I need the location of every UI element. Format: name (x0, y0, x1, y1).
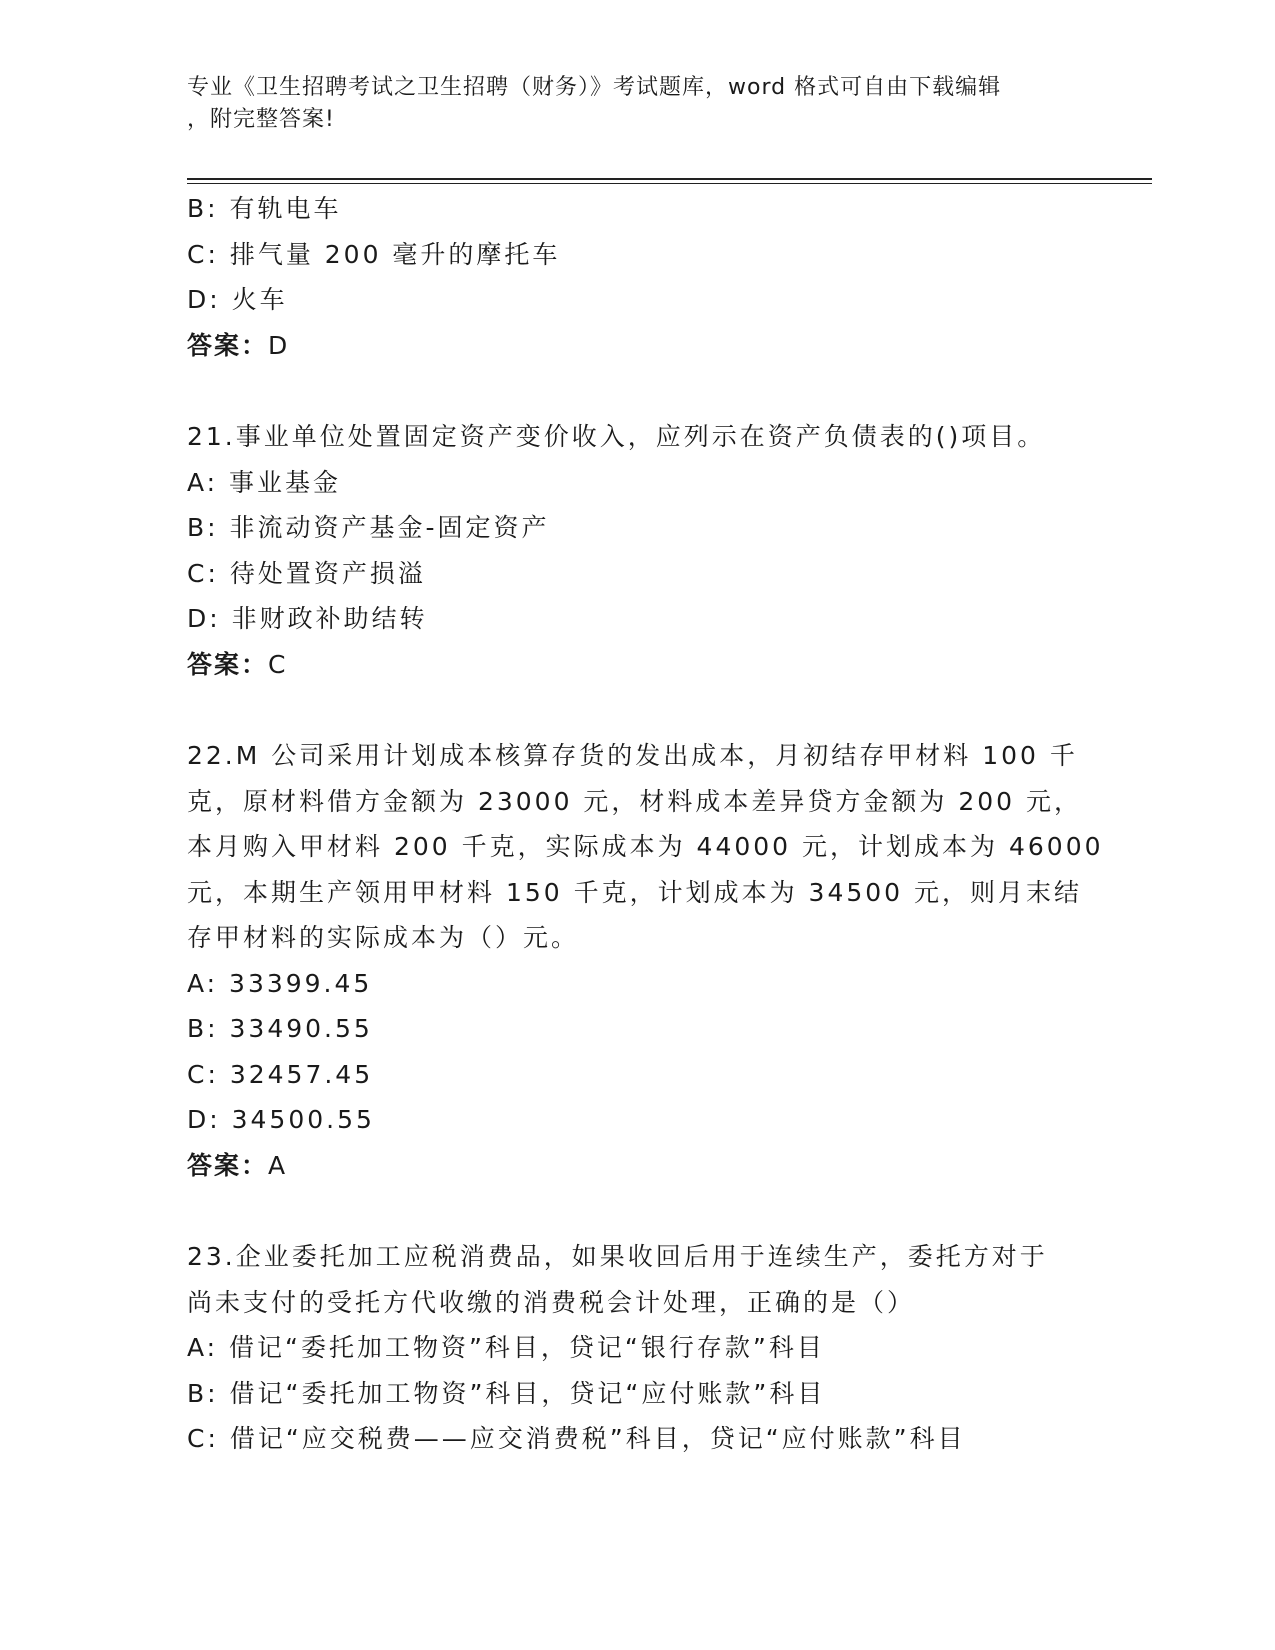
option-b: B: 借记“委托加工物资”科目，贷记“应付账款”科目 (187, 1378, 826, 1408)
header-line-1: 专业《卫生招聘考试之卫生招聘（财务）》考试题库，word 格式可自由下载编辑 (187, 75, 1002, 100)
header-rule-thin (187, 183, 1152, 184)
question-stem-line: 元，本期生产领用甲材料 150 千克，计划成本为 34500 元，则月末结 (187, 877, 1083, 907)
question-stem-line: 存甲材料的实际成本为（）元。 (187, 923, 580, 952)
option-d: D: 34500.55 (187, 1105, 375, 1134)
question-20 (187, 186, 1087, 368)
question-stem-line: 克，原材料借方金额为 23000 元，材料成本差异贷方金额为 200 元， (187, 786, 1083, 816)
question-23 (187, 1234, 1087, 1462)
answer-value: D (268, 330, 290, 360)
question-stem-line: 尚未支付的受托方代收缴的消费税会计处理，正确的是（） (187, 1287, 916, 1317)
option-c: C: 32457.45 (187, 1059, 374, 1089)
question-22 (187, 733, 1104, 1188)
answer-line (187, 1143, 1087, 1189)
option-b: B: 33490.55 (187, 1014, 373, 1043)
option-b: B: 有轨电车 (187, 194, 342, 223)
option-a: A: 33399.45 (187, 968, 373, 998)
option-a: A: 事业基金 (187, 467, 342, 497)
option-c: C: 借记“应交税费——应交消费税”科目，贷记“应付账款”科目 (187, 1424, 966, 1453)
answer-line (187, 323, 1087, 369)
option-b: B: 非流动资产基金-固定资产 (187, 513, 550, 542)
option-a: A: 借记“委托加工物资”科目，贷记“银行存款”科目 (187, 1333, 825, 1362)
question-stem: 21.事业单位处置固定资产变价收入，应列示在资产负债表的()项目。 (187, 422, 1046, 451)
question-21 (187, 414, 1087, 687)
answer-value: A (268, 1150, 288, 1180)
option-c: C: 待处置资产损溢 (187, 558, 426, 588)
option-d: D: 非财政补助结转 (187, 604, 428, 633)
document-header (187, 72, 1067, 136)
header-line-2: ，附完整答案! (187, 107, 335, 132)
question-content (187, 186, 1104, 1462)
answer-label: 答案： (187, 330, 269, 360)
answer-label: 答案： (187, 1150, 269, 1180)
question-stem-line: 22.M 公司采用计划成本核算存货的发出成本，月初结存甲材料 100 千 (187, 741, 1078, 770)
option-c: C: 排气量 200 毫升的摩托车 (187, 239, 561, 269)
question-stem-line: 23.企业委托加工应税消费品，如果收回后用于连续生产，委托方对于 (187, 1242, 1048, 1271)
answer-label: 答案： (187, 649, 269, 679)
header-rule-thick (187, 178, 1152, 180)
answer-line (187, 642, 1087, 688)
answer-value: C (268, 649, 288, 679)
question-stem-line: 本月购入甲材料 200 千克，实际成本为 44000 元，计划成本为 46000 (187, 832, 1104, 861)
option-d: D: 火车 (187, 285, 288, 314)
